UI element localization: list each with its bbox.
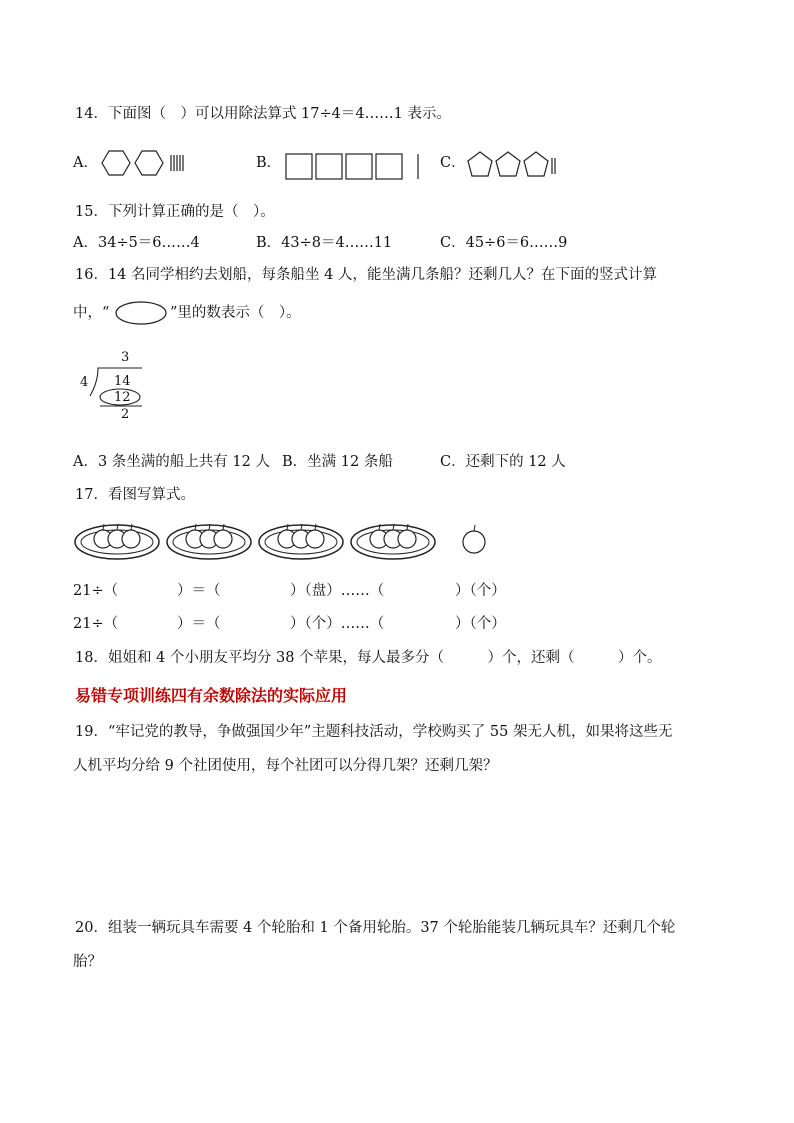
q15-option-c[interactable]: C．45÷6＝6……9 (440, 235, 568, 251)
q20-line2: 胎？ (73, 954, 102, 970)
q17-row2-unit1: ）（个）……（ (290, 616, 385, 632)
quotient: 3 (121, 350, 130, 365)
q15-option-b[interactable]: B．43÷8＝4……11 (256, 235, 393, 251)
square-shape (316, 154, 342, 179)
q20-line1: 20．组装一辆玩具车需要 4 个轮胎和 1 个备用轮胎。37 个轮胎能装几辆玩具车？还剩几个轮 (75, 920, 676, 936)
q14-option-c-label[interactable]: C． (440, 155, 466, 171)
remainder: 2 (121, 407, 130, 422)
q17-row1-eq: ）＝（ (177, 583, 221, 599)
q17-row1-unit1: ）（盘）……（ (290, 583, 385, 599)
q16-option-c[interactable]: C．还剩下的 12 人 (440, 454, 566, 470)
single-apple (463, 525, 485, 553)
q16-option-b[interactable]: B．坐满 12 条船 (282, 454, 393, 470)
q15-option-a[interactable]: A．34÷5＝6……4 (73, 235, 200, 251)
plate-of-apples (167, 524, 251, 559)
pentagon-shape (468, 152, 492, 176)
q19-line2: 人机平均分给 9 个社团使用，每个社团可以分得几架？还剩几架？ (73, 758, 498, 774)
section-title: 易错专项训练四有余数除法的实际应用 (75, 686, 348, 705)
q18-text: 18．姐姐和 4 个小朋友平均分 38 个苹果，每人最多分（ ）个，还剩（ ）个。 (75, 650, 662, 666)
q14-option-c-figure (467, 150, 567, 180)
q17-row2-eq: ）＝（ (177, 616, 221, 632)
dividend: 14 (114, 374, 131, 389)
q16-line2-post: ”里的数表示（ ）。 (170, 305, 301, 321)
division-bracket (88, 366, 148, 410)
square-shape (376, 154, 402, 179)
q15-text: 15．下列计算正确的是（ ）。 (75, 204, 275, 220)
apple-plates-figure (74, 515, 494, 565)
hexagon-shape (102, 151, 130, 175)
q16-line1: 16．14 名同学相约去划船，每条船坐 4 人，能坐满几条船？还剩几人？在下面的竖式计算 (75, 267, 657, 283)
square-shape (346, 154, 372, 179)
q17-text: 17．看图写算式。 (75, 487, 195, 503)
q17-row2-start: 21÷（ (73, 616, 119, 632)
q14-option-a-figure (100, 149, 190, 179)
q16-line2-pre: 中，“ (73, 305, 110, 321)
q19-line1: 19．“牢记党的教导，争做强国少年”主题科技活动，学校购买了 55 架无人机，如果将这些无 (75, 724, 673, 740)
plate-of-apples (75, 524, 159, 559)
q14-option-b-label[interactable]: B． (256, 155, 282, 171)
q17-row1-start: 21÷（ (73, 583, 119, 599)
hexagon-shape (135, 151, 163, 175)
sticks (171, 155, 183, 171)
product: 12 (114, 390, 131, 405)
q17-row2-unit2: ）（个） (455, 616, 506, 632)
divisor: 4 (80, 375, 89, 390)
q14-option-a-label[interactable]: A． (73, 155, 98, 171)
ellipse-symbol (115, 301, 170, 327)
q14-option-b-figure (285, 150, 425, 182)
pentagon-shape (496, 152, 520, 176)
q14-text: 14．下面图（ ）可以用除法算式 17÷4＝4……1 表示。 (75, 106, 451, 122)
plate-of-apples (259, 524, 343, 559)
pentagon-shape (524, 152, 548, 176)
square-shape (286, 154, 312, 179)
q16-option-a[interactable]: A．3 条坐满的船上共有 12 人 (73, 454, 270, 470)
plate-of-apples (351, 524, 435, 559)
q17-row1-unit2: ）（个） (455, 583, 506, 599)
